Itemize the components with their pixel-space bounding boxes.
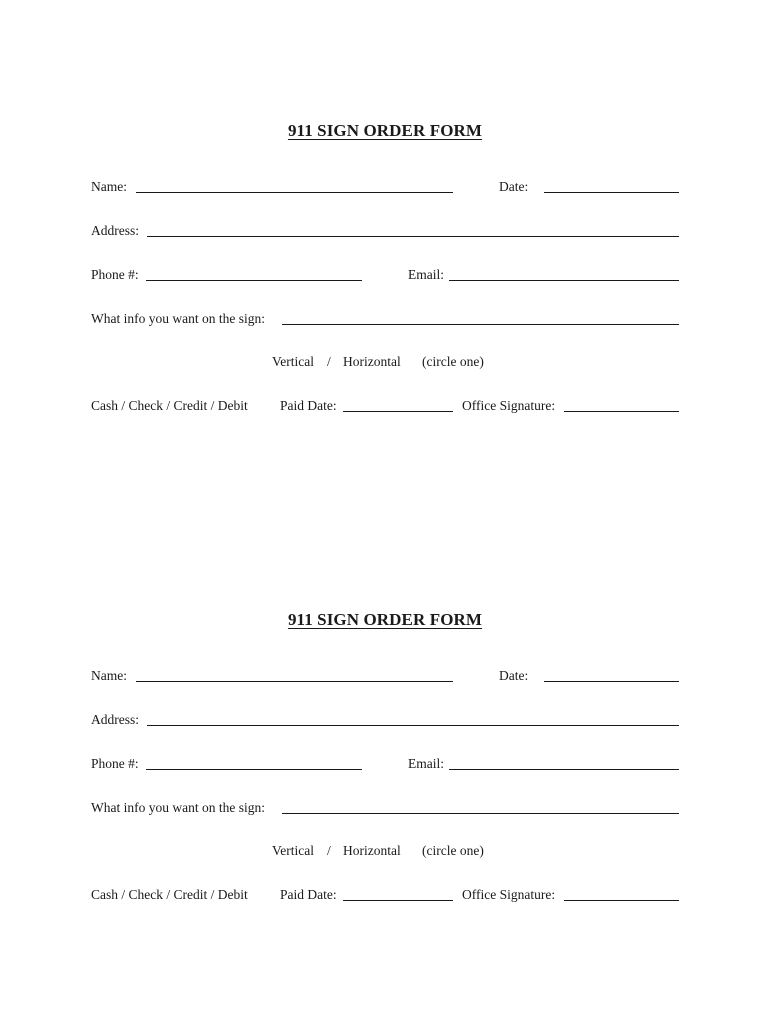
paid-date-field[interactable] bbox=[343, 411, 453, 412]
vertical-option[interactable]: Vertical bbox=[272, 843, 314, 858]
payment-row bbox=[0, 885, 770, 905]
paid-date-label: Paid Date: bbox=[280, 887, 337, 902]
email-label: Email: bbox=[408, 267, 444, 282]
address-field[interactable] bbox=[147, 236, 679, 237]
address-row bbox=[0, 710, 770, 730]
circle-one-note: (circle one) bbox=[422, 354, 484, 369]
name-label: Name: bbox=[91, 668, 127, 683]
order-form-2 bbox=[0, 489, 770, 909]
name-label: Name: bbox=[91, 179, 127, 194]
orientation-separator: / bbox=[327, 843, 331, 858]
orientation-row bbox=[0, 841, 770, 861]
address-label: Address: bbox=[91, 223, 139, 238]
address-row bbox=[0, 221, 770, 241]
vertical-option[interactable]: Vertical bbox=[272, 354, 314, 369]
form-title: 911 SIGN ORDER FORM bbox=[287, 610, 483, 629]
orientation-separator: / bbox=[327, 354, 331, 369]
phone-label: Phone #: bbox=[91, 756, 139, 771]
sign-info-field[interactable] bbox=[282, 813, 679, 814]
sign-info-label: What info you want on the sign: bbox=[91, 800, 265, 815]
phone-email-row bbox=[0, 754, 770, 774]
office-signature-field[interactable] bbox=[564, 900, 679, 901]
sign-info-field[interactable] bbox=[282, 324, 679, 325]
payment-row bbox=[0, 396, 770, 416]
phone-email-row bbox=[0, 265, 770, 285]
email-label: Email: bbox=[408, 756, 444, 771]
paid-date-label: Paid Date: bbox=[280, 398, 337, 413]
circle-one-note: (circle one) bbox=[422, 843, 484, 858]
payment-options[interactable]: Cash / Check / Credit / Debit bbox=[91, 398, 248, 413]
phone-field[interactable] bbox=[146, 280, 362, 281]
horizontal-option[interactable]: Horizontal bbox=[343, 843, 401, 858]
office-signature-label: Office Signature: bbox=[462, 398, 556, 413]
order-form-1 bbox=[0, 0, 770, 420]
paid-date-field[interactable] bbox=[343, 900, 453, 901]
name-field[interactable] bbox=[136, 681, 453, 682]
phone-field[interactable] bbox=[146, 769, 362, 770]
form-title: 911 SIGN ORDER FORM bbox=[287, 121, 483, 140]
sign-info-row bbox=[0, 309, 770, 329]
address-field[interactable] bbox=[147, 725, 679, 726]
date-field[interactable] bbox=[544, 681, 679, 682]
address-label: Address: bbox=[91, 712, 139, 727]
date-label: Date: bbox=[499, 179, 529, 194]
name-field[interactable] bbox=[136, 192, 453, 193]
sign-info-row bbox=[0, 798, 770, 818]
sign-info-label: What info you want on the sign: bbox=[91, 311, 265, 326]
date-label: Date: bbox=[499, 668, 529, 683]
phone-label: Phone #: bbox=[91, 267, 139, 282]
payment-options[interactable]: Cash / Check / Credit / Debit bbox=[91, 887, 248, 902]
horizontal-option[interactable]: Horizontal bbox=[343, 354, 401, 369]
name-date-row bbox=[0, 177, 770, 197]
office-signature-field[interactable] bbox=[564, 411, 679, 412]
date-field[interactable] bbox=[544, 192, 679, 193]
email-field[interactable] bbox=[449, 280, 679, 281]
name-date-row bbox=[0, 666, 770, 686]
email-field[interactable] bbox=[449, 769, 679, 770]
orientation-row bbox=[0, 352, 770, 372]
office-signature-label: Office Signature: bbox=[462, 887, 556, 902]
